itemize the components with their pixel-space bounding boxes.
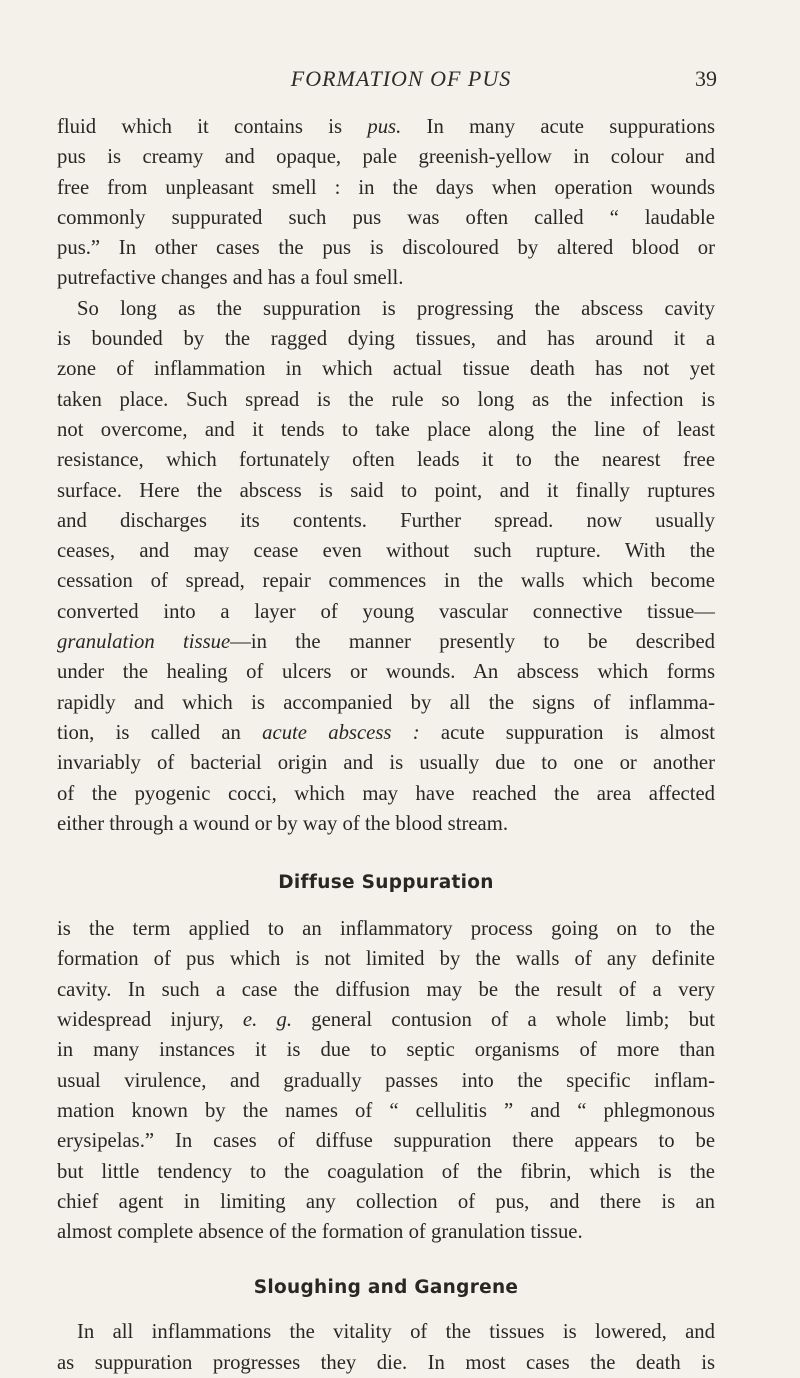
running-header <box>85 66 717 98</box>
text-line: and discharges its contents. Further spread. now usually <box>57 509 715 532</box>
paragraph <box>57 914 715 1247</box>
text-line: as suppuration progresses they die. In most cases the death is <box>57 1351 715 1374</box>
text-line: converted into a layer of young vascular connective tissue— <box>57 600 715 623</box>
text-line: cessation of spread, repair commences in the walls which become <box>57 570 715 593</box>
text-line: of the pyogenic cocci, which may have reached the area affected <box>57 782 715 805</box>
text-line: granulation tissue—in the manner presently to be described <box>57 631 715 654</box>
text-line: cavity. In such a case the diffusion may be the result of a very <box>57 978 715 1001</box>
text-line: fluid which it contains is pus. In many acute suppurations <box>57 116 716 138</box>
text-line: zone of inflammation in which actual tissue death has not yet <box>57 358 715 381</box>
text-line: surface. Here the abscess is said to point, and it finally ruptures <box>57 479 715 502</box>
running-title: FORMATION OF PUS <box>290 66 512 91</box>
text-line: chief agent in limiting any collection of pus, and there is an <box>57 1190 715 1213</box>
text-line: rapidly and which is accompanied by all the signs of inflamma- <box>57 691 715 714</box>
text-line: putrefactive changes and has a foul smell. <box>57 267 404 290</box>
paragraph <box>57 1317 715 1378</box>
text-line: is the term applied to an inflammatory process going on to the <box>57 918 715 941</box>
text-line: erysipelas.” In cases of diffuse suppuration there appears to be <box>57 1130 715 1153</box>
text-line: widespread injury, e. g. general contusion of a whole limb; but <box>57 1009 716 1032</box>
text-line: pus.” In other cases the pus is discoloured by altered blood or <box>57 237 715 260</box>
text-line: formation of pus which is not limited by the walls of any definite <box>57 948 715 971</box>
text-line: resistance, which fortunately often leads it to the nearest free <box>57 449 715 472</box>
paragraph <box>57 112 715 294</box>
text-line: So long as the suppuration is progressing the abscess cavity <box>77 297 715 320</box>
text-line: but little tendency to the coagulation of the fibrin, which is the <box>57 1160 715 1183</box>
page-number: 39 <box>695 66 717 91</box>
text-line: is bounded by the ragged dying tissues, and has around it a <box>57 328 715 351</box>
text-line: under the healing of ulcers or wounds. An abscess which forms <box>57 661 715 684</box>
text-line: free from unpleasant smell : in the days when operation wounds <box>57 176 715 199</box>
text-line: taken place. Such spread is the rule so long as the infection is <box>57 388 715 411</box>
text-line: mation known by the names of “ cellulitis ” and “ phlegmonous <box>57 1099 715 1122</box>
text-line: either through a wound or by way of the blood stream. <box>57 812 508 835</box>
text-line: usual virulence, and gradually passes into the specific inflam- <box>57 1069 715 1092</box>
text-line: tion, is called an acute abscess : acute suppuration is almost <box>57 721 715 744</box>
text-line: in many instances it is due to septic organisms of more than <box>57 1039 715 1062</box>
text-line: ceases, and may cease even without such rupture. With the <box>57 540 715 563</box>
paragraph <box>57 294 715 839</box>
section-heading: Diffuse Suppuration <box>278 872 494 894</box>
text-line: In all inflammations the vitality of the tissues is lowered, and <box>77 1321 715 1344</box>
text-line: almost complete absence of the formation of granulation tissue. <box>57 1221 583 1244</box>
body-text <box>57 112 715 1378</box>
text-line: not overcome, and it tends to take place along the line of least <box>57 418 715 441</box>
text-line: commonly suppurated such pus was often called “ laudable <box>57 206 715 229</box>
text-line: pus is creamy and opaque, pale greenish-yellow in colour and <box>57 146 715 169</box>
text-line: invariably of bacterial origin and is usually due to one or another <box>57 752 715 775</box>
section-heading: Sloughing and Gangrene <box>253 1277 519 1299</box>
